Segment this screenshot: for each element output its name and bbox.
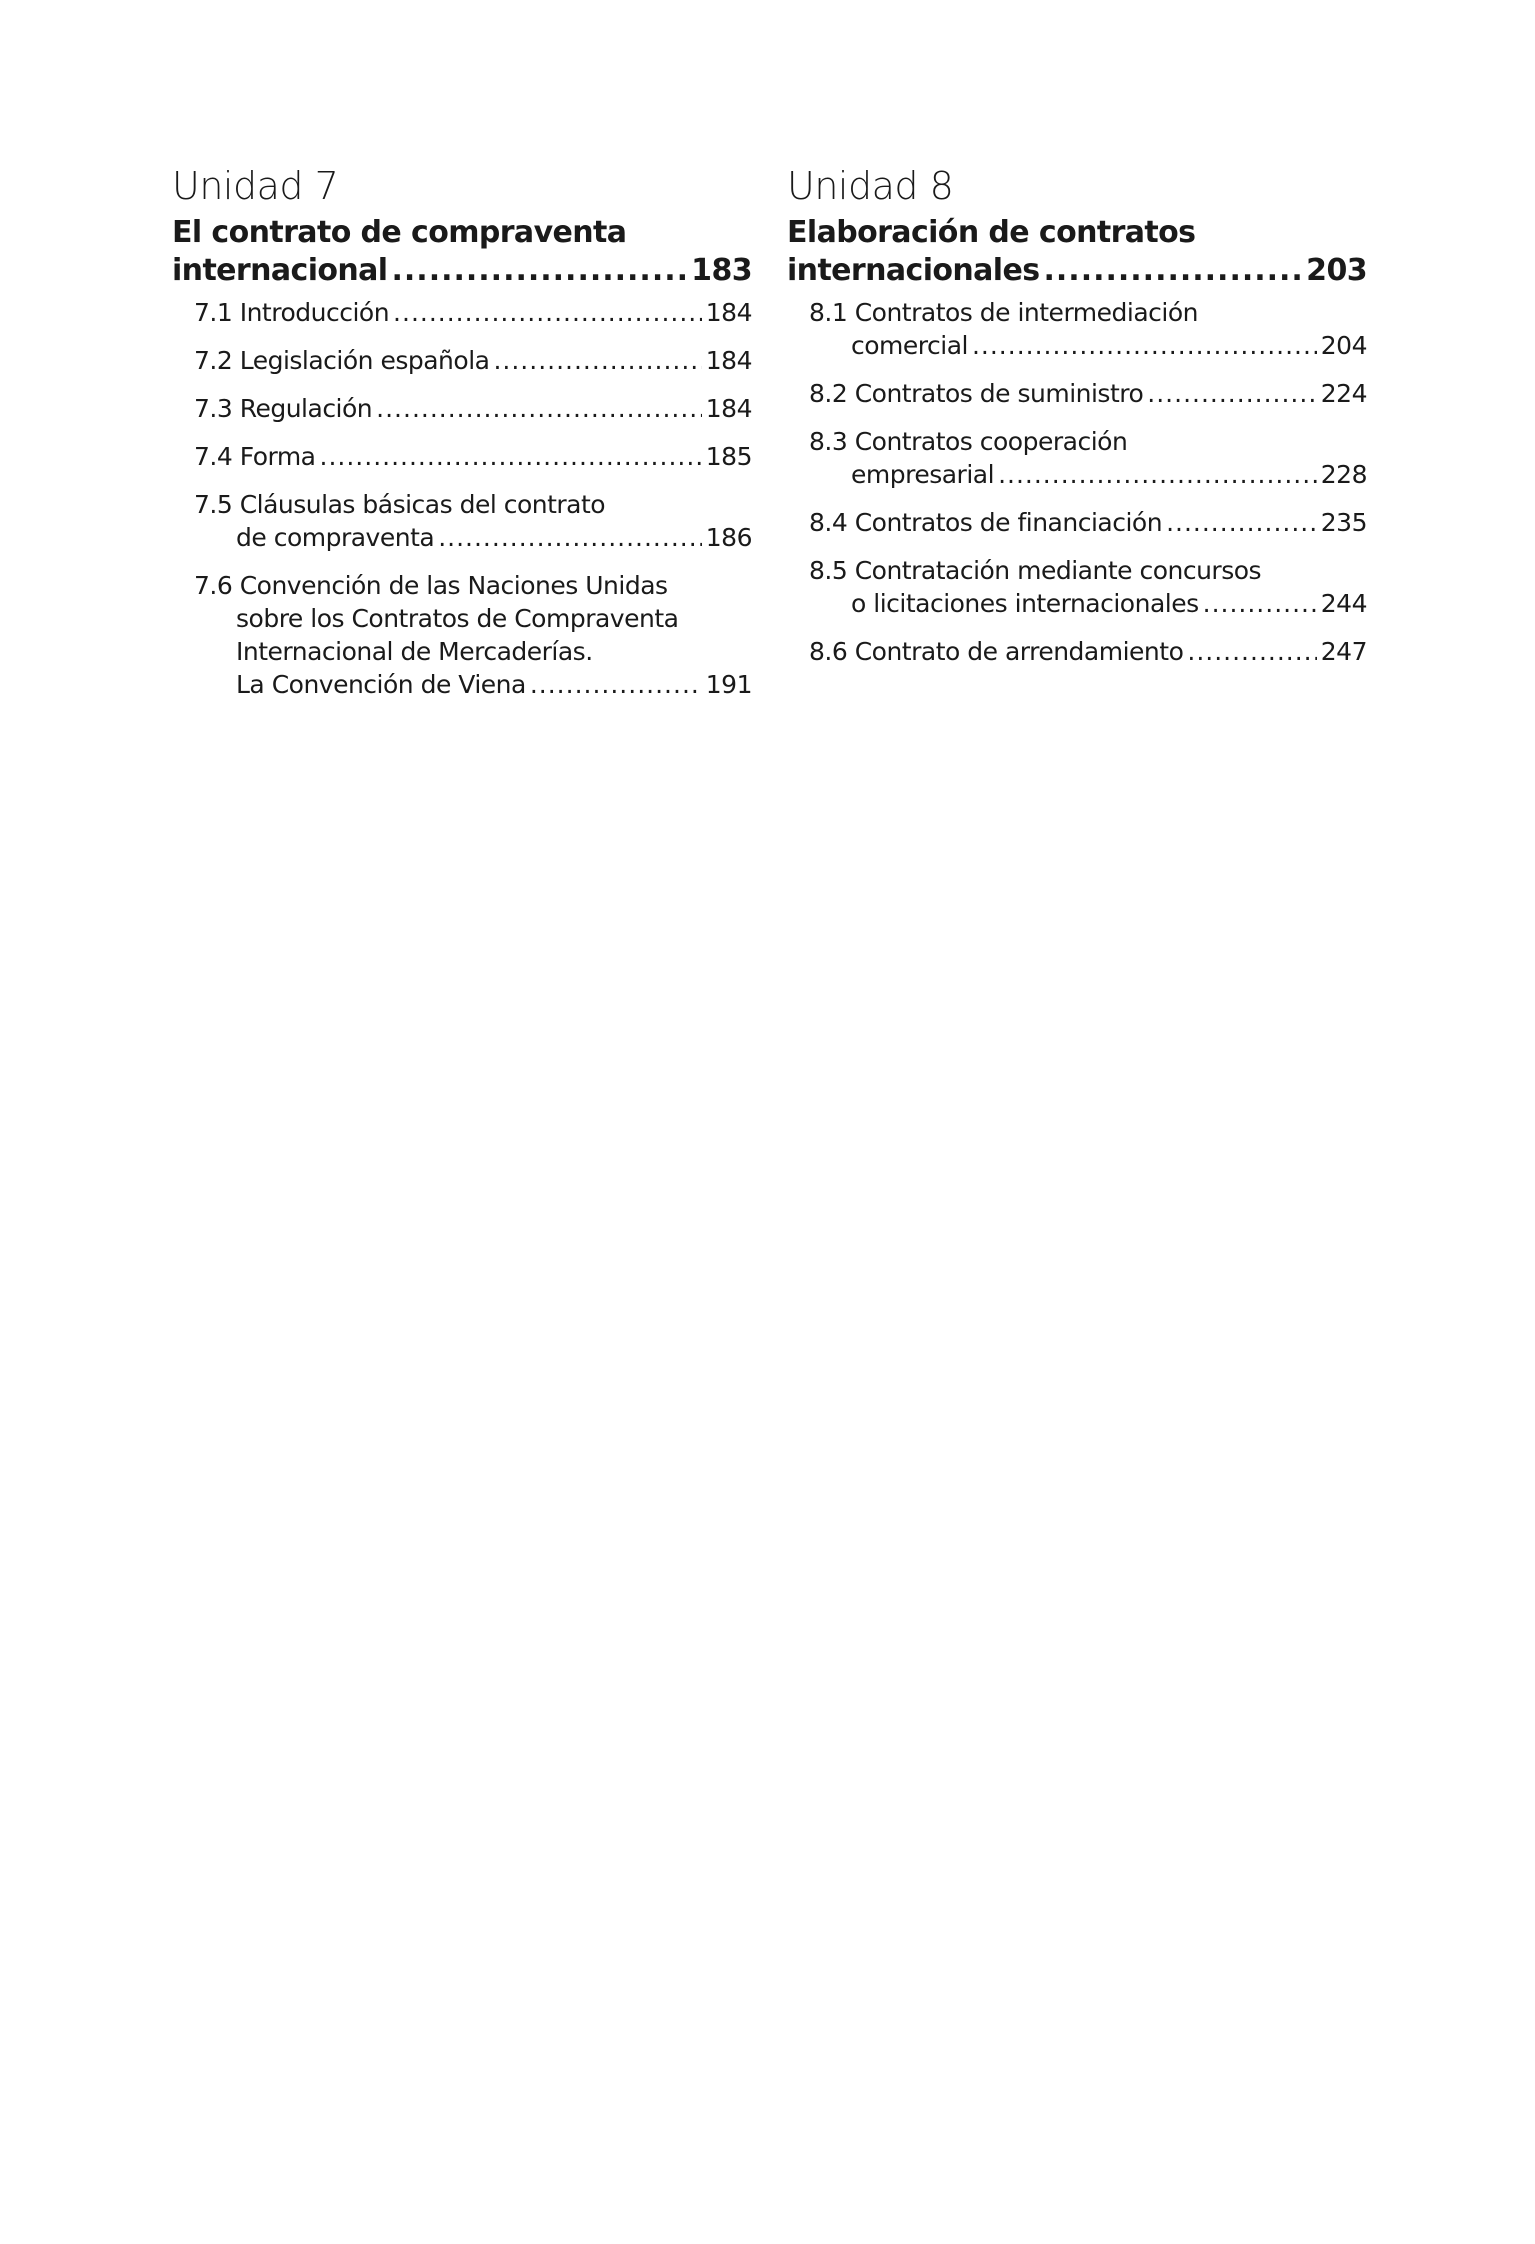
toc-entry-title: 8.5 Contratación mediante concursos [809,556,1262,585]
section-list [172,296,752,701]
unit-page-number: 203 [1306,253,1367,288]
toc-entry-7-3[interactable] [194,392,752,425]
toc-entry-8-2[interactable] [809,377,1367,410]
toc-page-number: 228 [1320,460,1367,489]
toc-page-number: 184 [705,346,752,375]
section-list [787,296,1367,668]
unit-label: Unidad 8 [787,164,954,208]
unit-title-line: internacional [172,253,388,288]
toc-page-number: 191 [705,670,752,699]
toc-entry-title: 7.1 Introducción [194,298,390,327]
toc-entry-7-6[interactable] [194,569,752,701]
toc-entry-8-3[interactable] [809,425,1367,491]
toc-entry-7-4[interactable] [194,440,752,473]
toc-entry-title: 8.6 Contrato de arrendamiento [809,637,1184,666]
toc-entry-8-5[interactable] [809,554,1367,620]
toc-entry-title: 7.3 Regulación [194,394,373,423]
toc-entry-title-cont: comercial [851,331,968,360]
unit-label: Unidad 7 [172,164,339,208]
toc-page-number: 184 [705,298,752,327]
toc-entry-title-cont: de compraventa [236,523,435,552]
unit-page-number: 183 [691,253,752,288]
dot-leader [1147,377,1317,410]
dot-leader [392,252,688,290]
toc-entry-title-cont: sobre los Contratos de Compraventa [236,604,679,633]
toc-entry-title-cont: Internacional de Mercaderías. [236,637,593,666]
dot-leader [1203,587,1317,620]
dot-leader [376,392,702,425]
toc-entry-title: 8.4 Contratos de financiación [809,508,1163,537]
unit-title-line: El contrato de compraventa [172,215,627,250]
toc-page-number: 184 [705,394,752,423]
toc-entry-8-1[interactable] [809,296,1367,362]
toc-page-number: 204 [1320,331,1367,360]
unit-title-line: Elaboración de contratos [787,215,1196,250]
toc-entry-title-cont: La Convención de Viena [236,670,526,699]
unit-7-toc [172,164,752,716]
toc-page-number: 244 [1320,589,1367,618]
dot-leader [1187,635,1316,668]
toc-entry-title: 7.5 Cláusulas básicas del contrato [194,490,606,519]
toc-entry-title: 7.6 Convención de las Naciones Unidas [194,571,668,600]
unit-title-row [172,252,752,290]
toc-entry-8-4[interactable] [809,506,1367,539]
dot-leader [393,296,702,329]
dot-leader [1166,506,1317,539]
dot-leader [998,458,1317,491]
toc-entry-7-1[interactable] [194,296,752,329]
toc-entry-title-cont: empresarial [851,460,995,489]
toc-entry-title: 8.2 Contratos de suministro [809,379,1144,408]
toc-page-number: 185 [705,442,752,471]
toc-page-number: 235 [1320,508,1367,537]
toc-entry-title: 7.4 Forma [194,442,316,471]
toc-entry-title: 8.3 Contratos cooperación [809,427,1128,456]
toc-page-number: 186 [705,523,752,552]
unit-title [787,214,1367,290]
toc-entry-7-2[interactable] [194,344,752,377]
unit-title-row [787,252,1367,290]
dot-leader [438,521,702,554]
dot-leader [1044,252,1303,290]
dot-leader [972,329,1317,362]
unit-title-line: internacionales [787,253,1040,288]
unit-title [172,214,752,290]
toc-entry-8-6[interactable] [809,635,1367,668]
dot-leader [493,344,701,377]
toc-entry-title: 7.2 Legislación española [194,346,490,375]
toc-page-number: 247 [1320,637,1367,666]
dot-leader [530,668,702,701]
dot-leader [320,440,702,473]
unit-8-toc [787,164,1367,683]
toc-page-number: 224 [1320,379,1367,408]
toc-entry-title: 8.1 Contratos de intermediación [809,298,1198,327]
toc-entry-7-5[interactable] [194,488,752,554]
toc-entry-title-cont: o licitaciones internacionales [851,589,1199,618]
